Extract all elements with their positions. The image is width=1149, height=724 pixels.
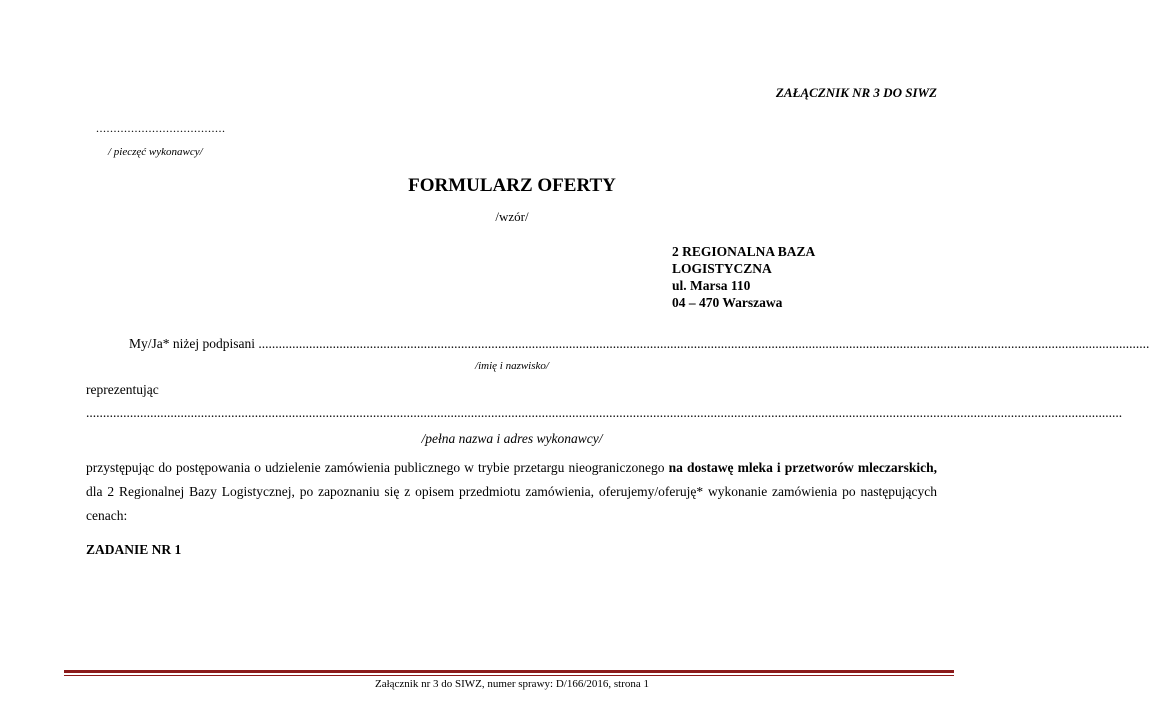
attachment-header: ZAŁĄCZNIK NR 3 DO SIWZ [775,85,937,100]
task-heading: ZADANIE NR 1 [86,542,182,557]
recipient-line-3: ul. Marsa 110 [672,278,751,293]
company-placeholder: ................................................................................................................................................................................................................................................................................................................... [86,405,1123,420]
company-label: /pełna nazwa i adres wykonawcy/ [421,431,603,446]
signed-line [129,336,1149,352]
recipient-line-2: LOGISTYCZNA [672,261,772,276]
stamp-label: / pieczęć wykonawcy/ [108,146,203,158]
form-title: FORMULARZ OFERTY [408,175,616,196]
paragraph-text-1: przystępując do postępowania o udzielenie zamówienia publicznego w trybie przetargu nieograniczonego [86,460,669,475]
recipient-address [672,243,815,311]
paragraph-bold: na dostawę mleka i przetworów mleczarskich, [668,460,937,475]
form-subtitle: /wzór/ [495,209,529,224]
offer-paragraph [86,456,937,528]
signed-prefix: My/Ja* niżej podpisani [129,336,255,351]
signed-dots: ........................................................................................................................................................................................................................................................................ [258,336,1149,351]
name-label: /imię i nazwisko/ [475,360,549,372]
recipient-line-1: 2 REGIONALNA BAZA [672,244,816,259]
paragraph-text-2: dla 2 Regionalnej Bazy Logistycznej, po zapoznaniu się z opisem przedmiotu zamówienia, oferujemy/oferuję* wykonanie zamówienia po następujących cenach: [86,484,937,523]
footer-text: Załącznik nr 3 do SIWZ, numer sprawy: D/166/2016, strona 1 [374,678,650,690]
footer-rule-thin [64,675,954,676]
footer-rule [64,670,954,673]
representing-label: reprezentując [86,382,159,397]
stamp-placeholder: ..................................... [96,121,226,135]
recipient-line-4: 04 – 470 Warszawa [672,295,783,310]
